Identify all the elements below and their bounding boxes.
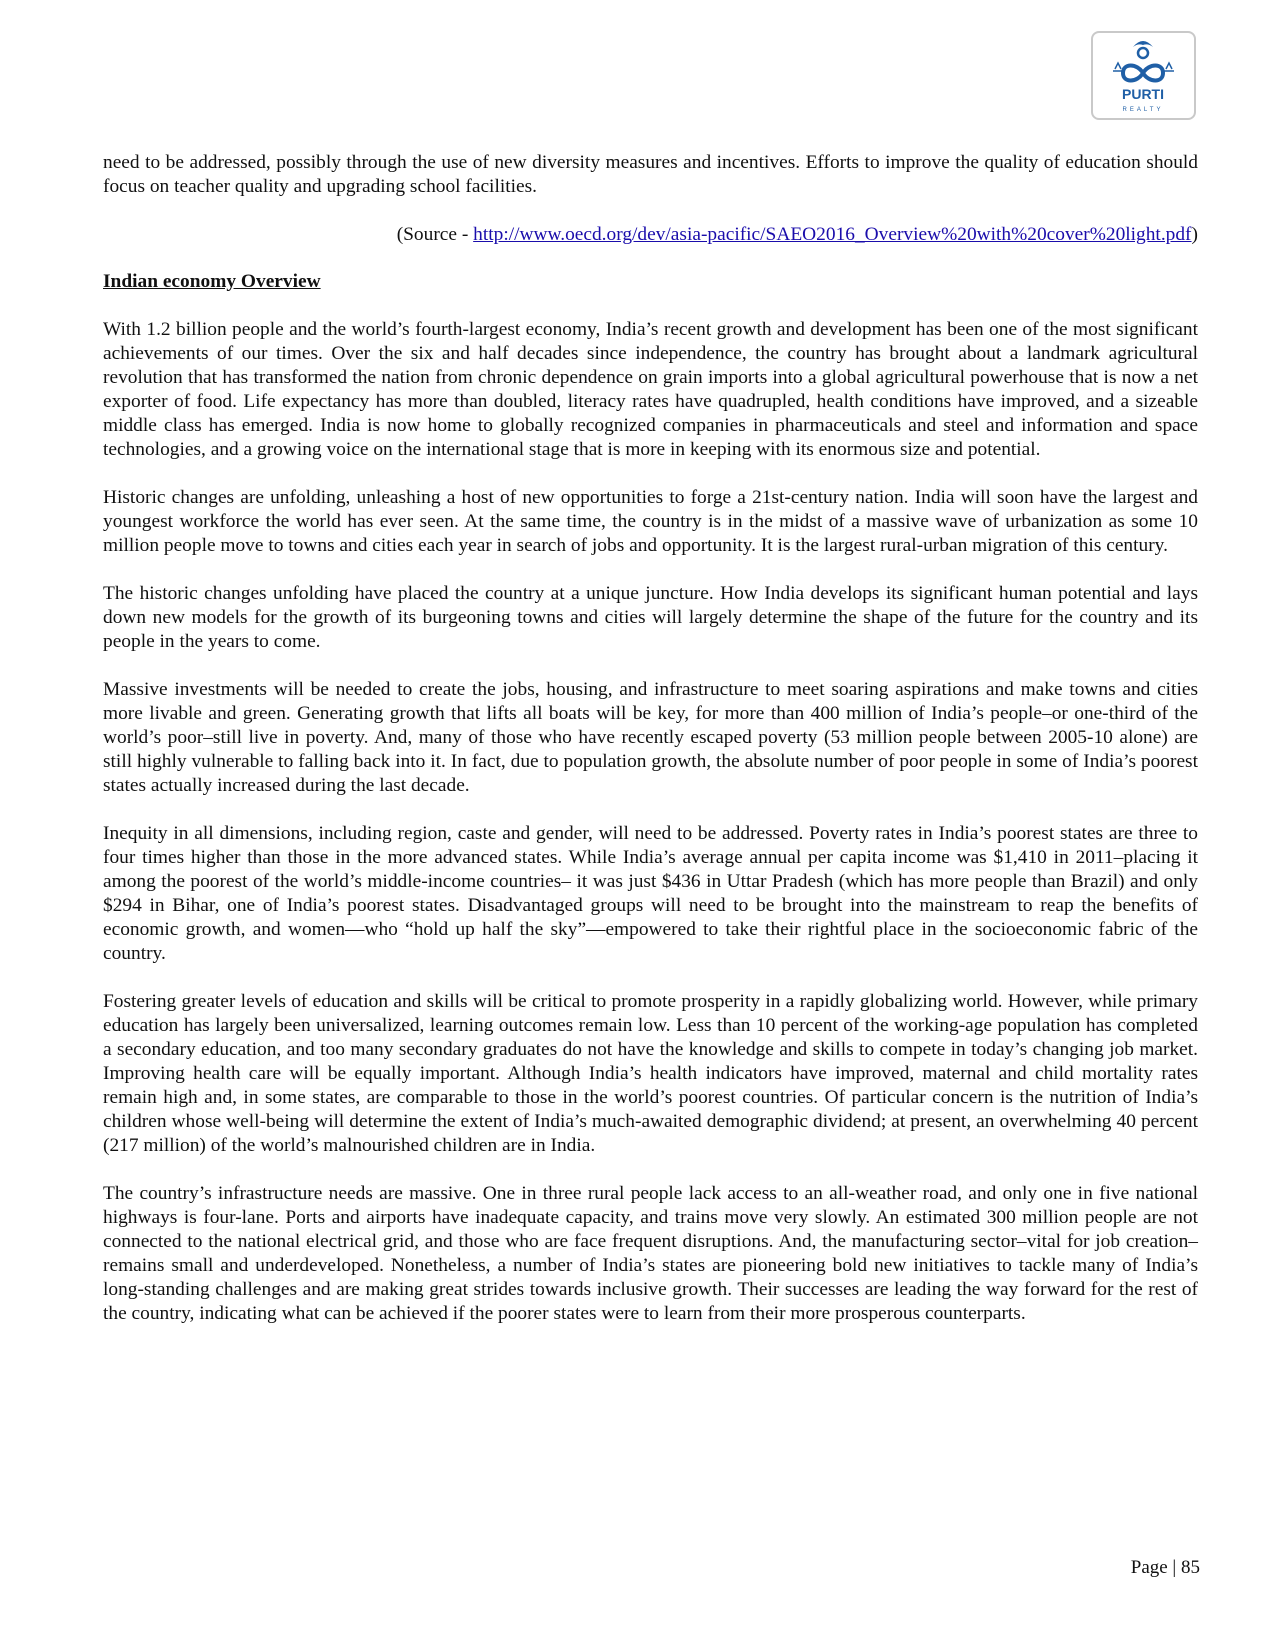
company-logo — [1091, 31, 1196, 120]
body-paragraph: Fostering greater levels of education and skills will be critical to promote prosperity in a rapidly globalizing world. However, while primary education has largely been universalized, learning outcomes remain low. Less than 10 percent of the working-age population has completed a secondary education, and too many secondary graduates do not have the knowledge and skills to compete in today’s changing job market. Improving health care will be equally important. Although India’s health indicators have improved, maternal and child mortality rates remain high and, in some states, are comparable to those in the world’s poorest countries. Of particular concern is the nutrition of India’s children whose well-being will determine the extent of India’s much-awaited demographic dividend; at present, an overwhelming 40 percent (217 million) of the world’s malnourished children are in India. — [103, 991, 1198, 1156]
source-suffix: ) — [1191, 224, 1198, 245]
body-paragraph: With 1.2 billion people and the world’s fourth-largest economy, India’s recent growth and development has been one of the most significant achievements of our times. Over the six and half decades since independence, the country has brought about a landmark agricultural revolution that has transformed the nation from chronic dependence on grain imports into a global agricultural powerhouse that is now a net exporter of food. Life expectancy has more than doubled, literacy rates have quadrupled, health conditions have improved, and a sizeable middle class has emerged. India is now home to globally recognized companies in pharmaceuticals and steel and information and space technologies, and a growing voice on the international stage that is more in keeping with its enormous size and potential. — [103, 319, 1198, 460]
document-body — [103, 151, 1198, 1350]
section-heading: Indian economy Overview — [103, 271, 321, 292]
source-prefix: (Source - — [396, 224, 474, 245]
source-citation — [103, 223, 1198, 247]
logo-tagline: REALTY — [1122, 107, 1164, 113]
body-paragraph: The historic changes unfolding have placed the country at a unique juncture. How India develops its significant human potential and lays down new models for the growth of its burgeoning towns and cities will largely determine the shape of the future for the country and its people in the years to come. — [103, 583, 1198, 652]
body-paragraph: Historic changes are unfolding, unleashing a host of new opportunities to forge a 21st-century nation. India will soon have the largest and youngest workforce the world has ever seen. At the same time, the country is in the midst of a massive wave of urbanization as some 10 million people move to towns and cities each year in search of jobs and opportunity. It is the largest rural-urban migration of this century. — [103, 487, 1198, 556]
page-number: Page | 85 — [1130, 1557, 1200, 1578]
body-paragraph: The country’s infrastructure needs are massive. One in three rural people lack access to an all-weather road, and only one in five national highways is four-lane. Ports and airports have inadequate capacity, and trains move very slowly. An estimated 300 million people are not connected to the national electrical grid, and those who are face frequent disruptions. And, the manufacturing sector–vital for job creation–remains small and underdeveloped. Nonetheless, a number of India’s states are pioneering bold new initiatives to tackle many of India’s long-standing challenges and are making great strides towards inclusive growth. Their successes are leading the way forward for the rest of the country, indicating what can be achieved if the poorer states were to learn from their more prosperous counterparts. — [103, 1183, 1198, 1324]
purti-realty-logo-icon — [1093, 33, 1194, 118]
body-paragraph: Massive investments will be needed to create the jobs, housing, and infrastructure to meet soaring aspirations and make towns and cities more livable and green. Generating growth that lifts all boats will be key, for more than 400 million of India’s people–or one-third of the world’s poor–still live in poverty. And, many of those who have recently escaped poverty (53 million people between 2005-10 alone) are still highly vulnerable to falling back into it. In fact, due to population growth, the absolute number of poor people in some of India’s poorest states actually increased during the last decade. — [103, 679, 1198, 796]
source-link[interactable]: http://www.oecd.org/dev/asia-pacific/SAEO2016_Overview%20with%20cover%20light.pdf — [473, 224, 1192, 245]
logo-wordmark: PURTI — [1122, 86, 1164, 102]
intro-paragraph: need to be addressed, possibly through the use of new diversity measures and incentives. Efforts to improve the quality of education should focus on teacher quality and upgrading school facilities. — [103, 152, 1198, 197]
body-paragraph: Inequity in all dimensions, including region, caste and gender, will need to be addressed. Poverty rates in India’s poorest states are three to four times higher than those in the more advanced states. While India’s average annual per capita income was $1,410 in 2011–placing it among the poorest of the world’s middle-income countries– it was just $436 in Uttar Pradesh (which has more people than Brazil) and only $294 in Bihar, one of India’s poorest states. Disadvantaged groups will need to be brought into the mainstream to reap the benefits of economic growth, and women—who “hold up half the sky”—empowered to take their rightful place in the socioeconomic fabric of the country. — [103, 823, 1198, 964]
